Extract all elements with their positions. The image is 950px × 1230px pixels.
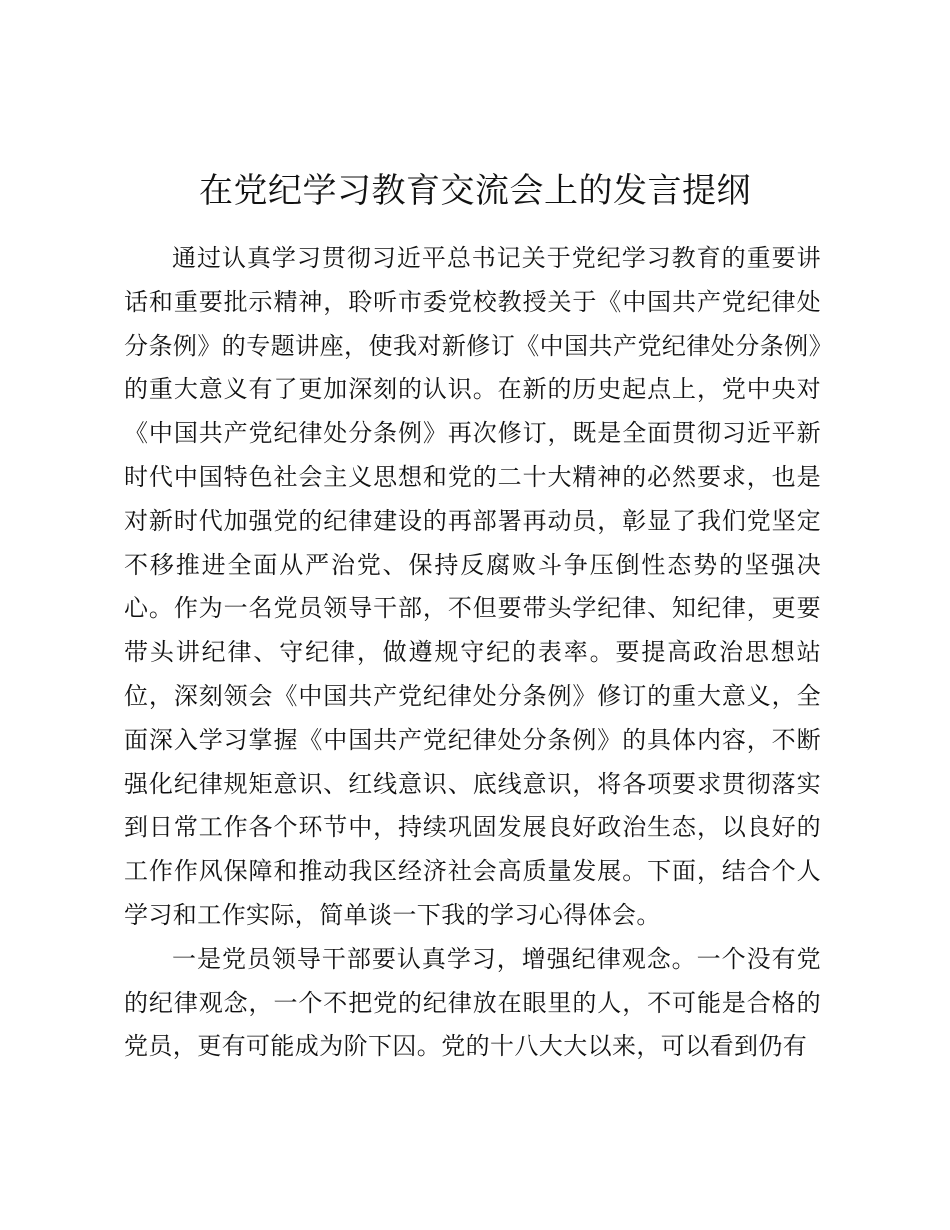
document-body [124,237,821,1069]
document-title: 在党纪学习教育交流会上的发言提纲 [199,171,751,211]
paragraph-point-one: 一是党员领导干部要认真学习，增强纪律观念。一个没有党的纪律观念，一个不把党的纪律放在眼里的人，不可能是合格的党员，更有可能成为阶下囚。党的十八大大以来，可以看到仍有 [124,944,821,1061]
paragraph-intro: 通过认真学习贯彻习近平总书记关于党纪学习教育的重要讲话和重要批示精神，聆听市委党校教授关于《中国共产党纪律处分条例》的专题讲座，使我对新修订《中国共产党纪律处分条例》的重大意义有了更加深刻的认识。在新的历史起点上，党中央对《中国共产党纪律处分条例》再次修订，既是全面贯彻习近平新时代中国特色社会主义思想和党的二十大精神的必然要求，也是对新时代加强党的纪律建设的再部署再动员，彰显了我们党坚定不移推进全面从严治党、保持反腐败斗争压倒性态势的坚强决心。作为一名党员领导干部，不但要带头学纪律、知纪律，更要带头讲纪律、守纪律，做遵规守纪的表率。要提高政治思想站位，深刻领会《中国共产党纪律处分条例》修订的重大意义，全面深入学习掌握《中国共产党纪律处分条例》的具体内容，不断强化纪律规矩意识、红线意识、底线意识，将各项要求贯彻落实到日常工作各个环节中，持续巩固发展良好政治生态，以良好的工作作风保障和推动我区经济社会高质量发展。下面，结合个人学习和工作实际，简单谈一下我的学习心得体会。 [124,244,821,929]
